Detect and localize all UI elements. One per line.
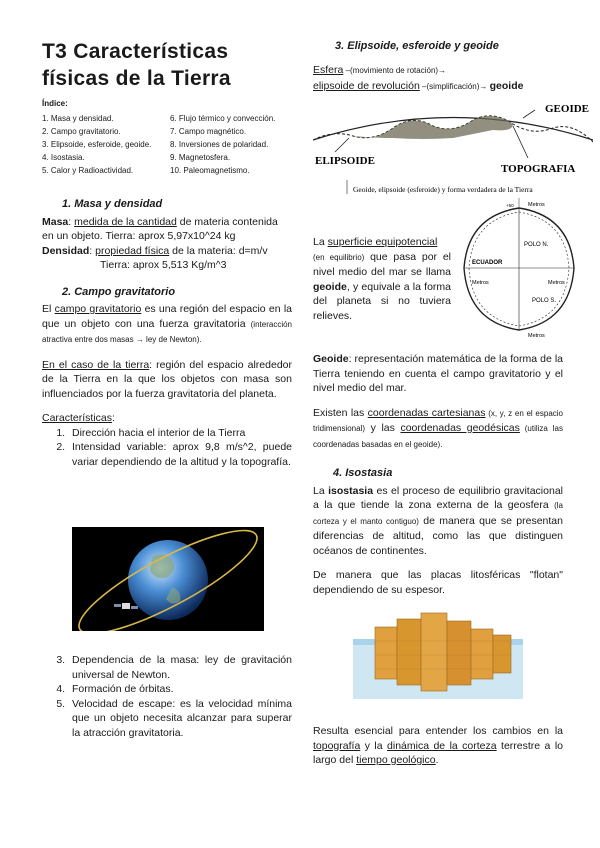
index-label: Índice: — [42, 99, 68, 108]
metros-label-left: Metros — [472, 280, 489, 286]
coordenadas-paragraph: Existen las coordenadas cartesianas (x, y, z en el espacio tridimensional) y las coordenadas geodésicas (utiliza las coordenadas basadas en el geoide). — [313, 406, 563, 449]
flotan-paragraph: De manera que las placas litosféricas "flotan" dependiendo de su espesor. — [313, 569, 563, 596]
geoide-definition: Geoide: representación matemática de la forma de la Tierra teniendo en cuenta el campo gravitatorio y el nivel medio del mar. — [313, 353, 563, 394]
geoid-caption: Geoide, elipsoide (esferoide) y forma verdadera de la Tierra — [353, 185, 533, 194]
geoid-diagram — [313, 100, 593, 200]
tierra-paragraph: En el caso de la tierra: región del espacio alrededor de la Tierra en la que los objetos con masa son influenciados por la fuerza gravitatoria del planeta. — [42, 358, 292, 400]
index-item: 6. Flujo térmico y convección. — [170, 114, 276, 123]
index-item: 8. Inversiones de polaridad. — [170, 140, 269, 149]
metros-label-top: Metros — [528, 202, 545, 208]
metros-label-bottom: Metros — [528, 333, 545, 338]
left-column — [42, 197, 292, 469]
index-list-right — [170, 112, 300, 177]
masa-paragraph: Masa: medida de la cantidad de materia contenida en un objeto. Tierra: aprox 5,97x10^24 kg — [42, 215, 278, 242]
caracteristicas-label: Características: — [42, 412, 115, 424]
list-item: 5. Velocidad de escape: es la velocidad mínima que un objeto necesita alcanzar para superar la atracción gravitatoria. — [68, 697, 292, 741]
caracteristicas-list-a — [42, 426, 292, 470]
svg-text:+50: +50 — [506, 203, 514, 208]
globe-diagram — [458, 198, 580, 338]
elipsoide-label: ELIPSOIDE — [315, 155, 375, 167]
densidad-value: Tierra: aprox 5,513 Kg/m^3 — [100, 259, 227, 271]
section-heading-1: 1. Masa y densidad — [62, 198, 163, 210]
earth-icon — [128, 540, 208, 620]
index-item: 5. Calor y Radioactividad. — [42, 166, 134, 175]
densidad-paragraph: Densidad: propiedad física de la materia: d=m/v — [42, 244, 268, 257]
section-heading-4: 4. Isostasia — [333, 467, 393, 479]
campo-paragraph: El campo gravitatorio es una región del espacio en la que un objeto con una fuerza gravitatoria (interacción atractiva entre dos masas → ley de Newton). — [42, 303, 292, 344]
section-heading-3: 3. Elipsoide, esferoide y geoide — [335, 40, 499, 52]
index-item: 2. Campo gravitatorio. — [42, 127, 121, 136]
esfera-line: Esfera –(movimiento de rotación)→ elipsoide de revolución –(simplificación)→ geoide — [313, 64, 524, 92]
satellite-icon — [114, 603, 138, 609]
index-item: 7. Campo magnético. — [170, 127, 247, 136]
metros-label-right: Metros — [548, 280, 565, 286]
index-item: 4. Isostasia. — [42, 153, 85, 162]
list-item: 2. Intensidad variable: aprox 9,8 m/s^2, puede variar dependiendo de la altitud y la topografía. — [68, 440, 292, 469]
topografia-label: TOPOGRAFIA — [501, 163, 576, 175]
index-list-left — [42, 112, 172, 177]
index-item: 10. Paleomagnetismo. — [170, 166, 250, 175]
left-column-continued — [42, 653, 292, 740]
list-item: 1. Dirección hacia el interior de la Tierra — [68, 426, 292, 441]
polo-n-label: POLO N. — [524, 242, 549, 248]
superficie-paragraph: La superficie equipotencial (en equilibrio) que pasa por el nivel medio del mar se llama geoide, y equivale a la forma del planeta si no tuviera relieves. — [313, 236, 451, 322]
right-column-lower — [313, 352, 563, 597]
list-item: 4. Formación de órbitas. — [68, 682, 292, 697]
index-item: 3. Elipsoide, esferoide, geoide. — [42, 140, 152, 149]
list-item: 3. Dependencia de la masa: ley de gravitación universal de Newton. — [68, 653, 292, 682]
section-heading-2: 2. Campo gravitatorio — [62, 285, 176, 298]
page-title: T3 Características físicas de la Tierra — [42, 40, 231, 90]
orbit-image — [72, 527, 264, 631]
caracteristicas-list-b — [42, 653, 292, 740]
resulta-paragraph: Resulta esencial para entender los cambios en la topografía y la dinámica de la corteza terrestre a lo largo del tiempo geológico. — [313, 725, 563, 766]
index-item: 1. Masa y densidad. — [42, 114, 114, 123]
ecuador-label: ECUADOR — [472, 260, 503, 266]
geoide-label: GEOIDE — [545, 103, 590, 115]
isostasia-paragraph: La isostasia es el proceso de equilibrio gravitacional a la que tiende la zona externa de la geosfera (la corteza y el manto contiguo) de manera que se presentan diferencias de altitud, como las que distinguen océanos de continentes. — [313, 484, 563, 557]
polo-s-label: POLO S. — [532, 298, 557, 304]
isostasy-image — [353, 611, 523, 706]
index-item: 9. Magnetosfera. — [170, 153, 231, 162]
